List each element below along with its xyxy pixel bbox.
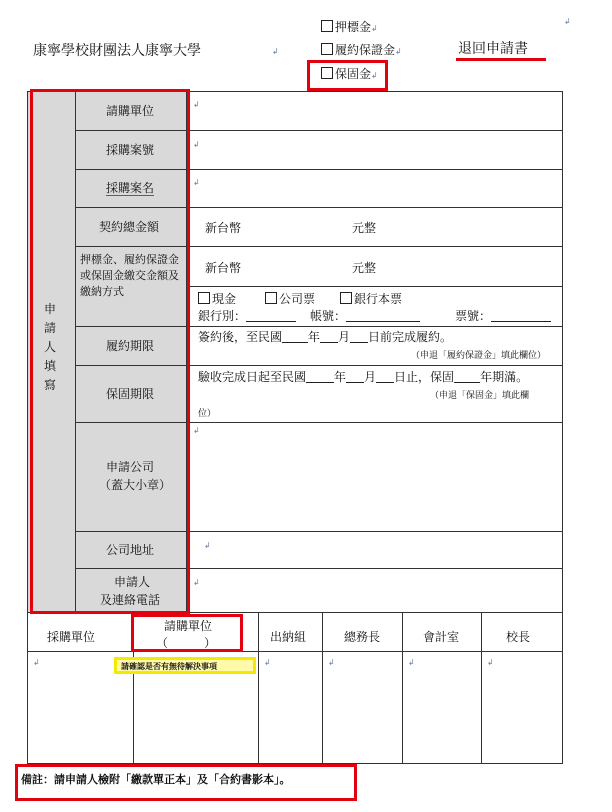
- highlight-box-requesting-unit: [131, 614, 243, 652]
- warranty-period-note-cont: 位）: [198, 409, 217, 419]
- approval-header-sub: （ ）: [156, 636, 217, 650]
- highlight-box-warranty: [307, 60, 388, 91]
- account-field: 帳號：: [310, 309, 420, 323]
- label-requesting-unit: 請購單位: [106, 104, 155, 118]
- label-contract-total: 契約總金額: [99, 220, 160, 234]
- label-deposit-method: 押標金、履約保證金或保固金繳交金額及繳納方式: [80, 253, 179, 298]
- paragraph-mark: ↲: [564, 17, 571, 26]
- bank-field: 銀行別：: [198, 309, 296, 323]
- pending-issues-note: 請確認是否有無待解決事項: [121, 662, 217, 671]
- label-case-number: 採購案號: [106, 143, 155, 157]
- pay-option-cash[interactable]: 現金: [198, 292, 236, 306]
- return-title-underline: [456, 58, 546, 61]
- label-case-name: 採購案名: [106, 181, 155, 195]
- account-input[interactable]: [346, 309, 420, 322]
- label-applicant: 申請人: [114, 575, 151, 589]
- checkbox[interactable]: [321, 20, 333, 32]
- approval-header-cashier: 出納組: [270, 630, 307, 644]
- page-title: 康寧學校財團法人康寧大學: [33, 43, 201, 59]
- checkbox[interactable]: [198, 292, 210, 304]
- option-performance-bond[interactable]: 履約保證金↲: [321, 43, 402, 59]
- label-company: 申請公司: [106, 460, 155, 474]
- label-performance-period: 履約期限: [106, 339, 155, 353]
- contract-total-yuan: 元整: [352, 221, 377, 235]
- deposit-amount-ntd: 新台幣: [205, 261, 242, 275]
- label-warranty-period: 保固期限: [106, 387, 155, 401]
- checkbox[interactable]: [321, 43, 333, 55]
- section-label-applicant: 申 請 人 填 寫: [43, 302, 56, 392]
- footer-note: 備註：請申請人檢附「繳款單正本」及「合約書影本」。: [21, 773, 291, 786]
- option-warranty-deposit[interactable]: 保固金↲: [321, 67, 378, 83]
- label-contact-phone: 及連絡電話: [100, 593, 161, 607]
- approval-header-president: 校長: [506, 630, 531, 644]
- approval-header-general-affairs: 總務長: [344, 630, 381, 644]
- warranty-period-text: 驗收完成日起至民國 年 月 日止，保固 年期滿。: [198, 370, 529, 384]
- option-bid-deposit[interactable]: 押標金↲: [321, 20, 378, 36]
- check-no-field: 票號：: [455, 309, 551, 323]
- performance-period-note: （申退「履約保證金」填此欄位）: [411, 351, 547, 361]
- approval-header-procurement: 採購單位: [47, 630, 96, 644]
- bank-input[interactable]: [246, 309, 296, 322]
- contract-total-ntd: 新台幣: [205, 221, 242, 235]
- label-company-stamp: （蓋大小章）: [99, 478, 172, 492]
- label-company-address: 公司地址: [106, 543, 155, 557]
- paragraph-mark: ↲: [272, 47, 279, 56]
- check-no-input[interactable]: [491, 309, 551, 322]
- checkbox[interactable]: [265, 292, 277, 304]
- performance-period-text: 簽約後，至民國 年 月 日前完成履約。: [198, 330, 453, 344]
- return-application-title: 退回申請書: [458, 41, 528, 57]
- approval-header-requesting-unit: 請購單位: [164, 619, 213, 633]
- pay-option-company-check[interactable]: 公司票: [265, 292, 315, 306]
- pay-option-bank-check[interactable]: 銀行本票: [340, 292, 402, 306]
- deposit-amount-yuan: 元整: [352, 261, 377, 275]
- warranty-period-note: （申退「保固金」填此欄: [430, 391, 530, 401]
- approval-header-accounting: 會計室: [423, 630, 460, 644]
- checkbox[interactable]: [340, 292, 352, 304]
